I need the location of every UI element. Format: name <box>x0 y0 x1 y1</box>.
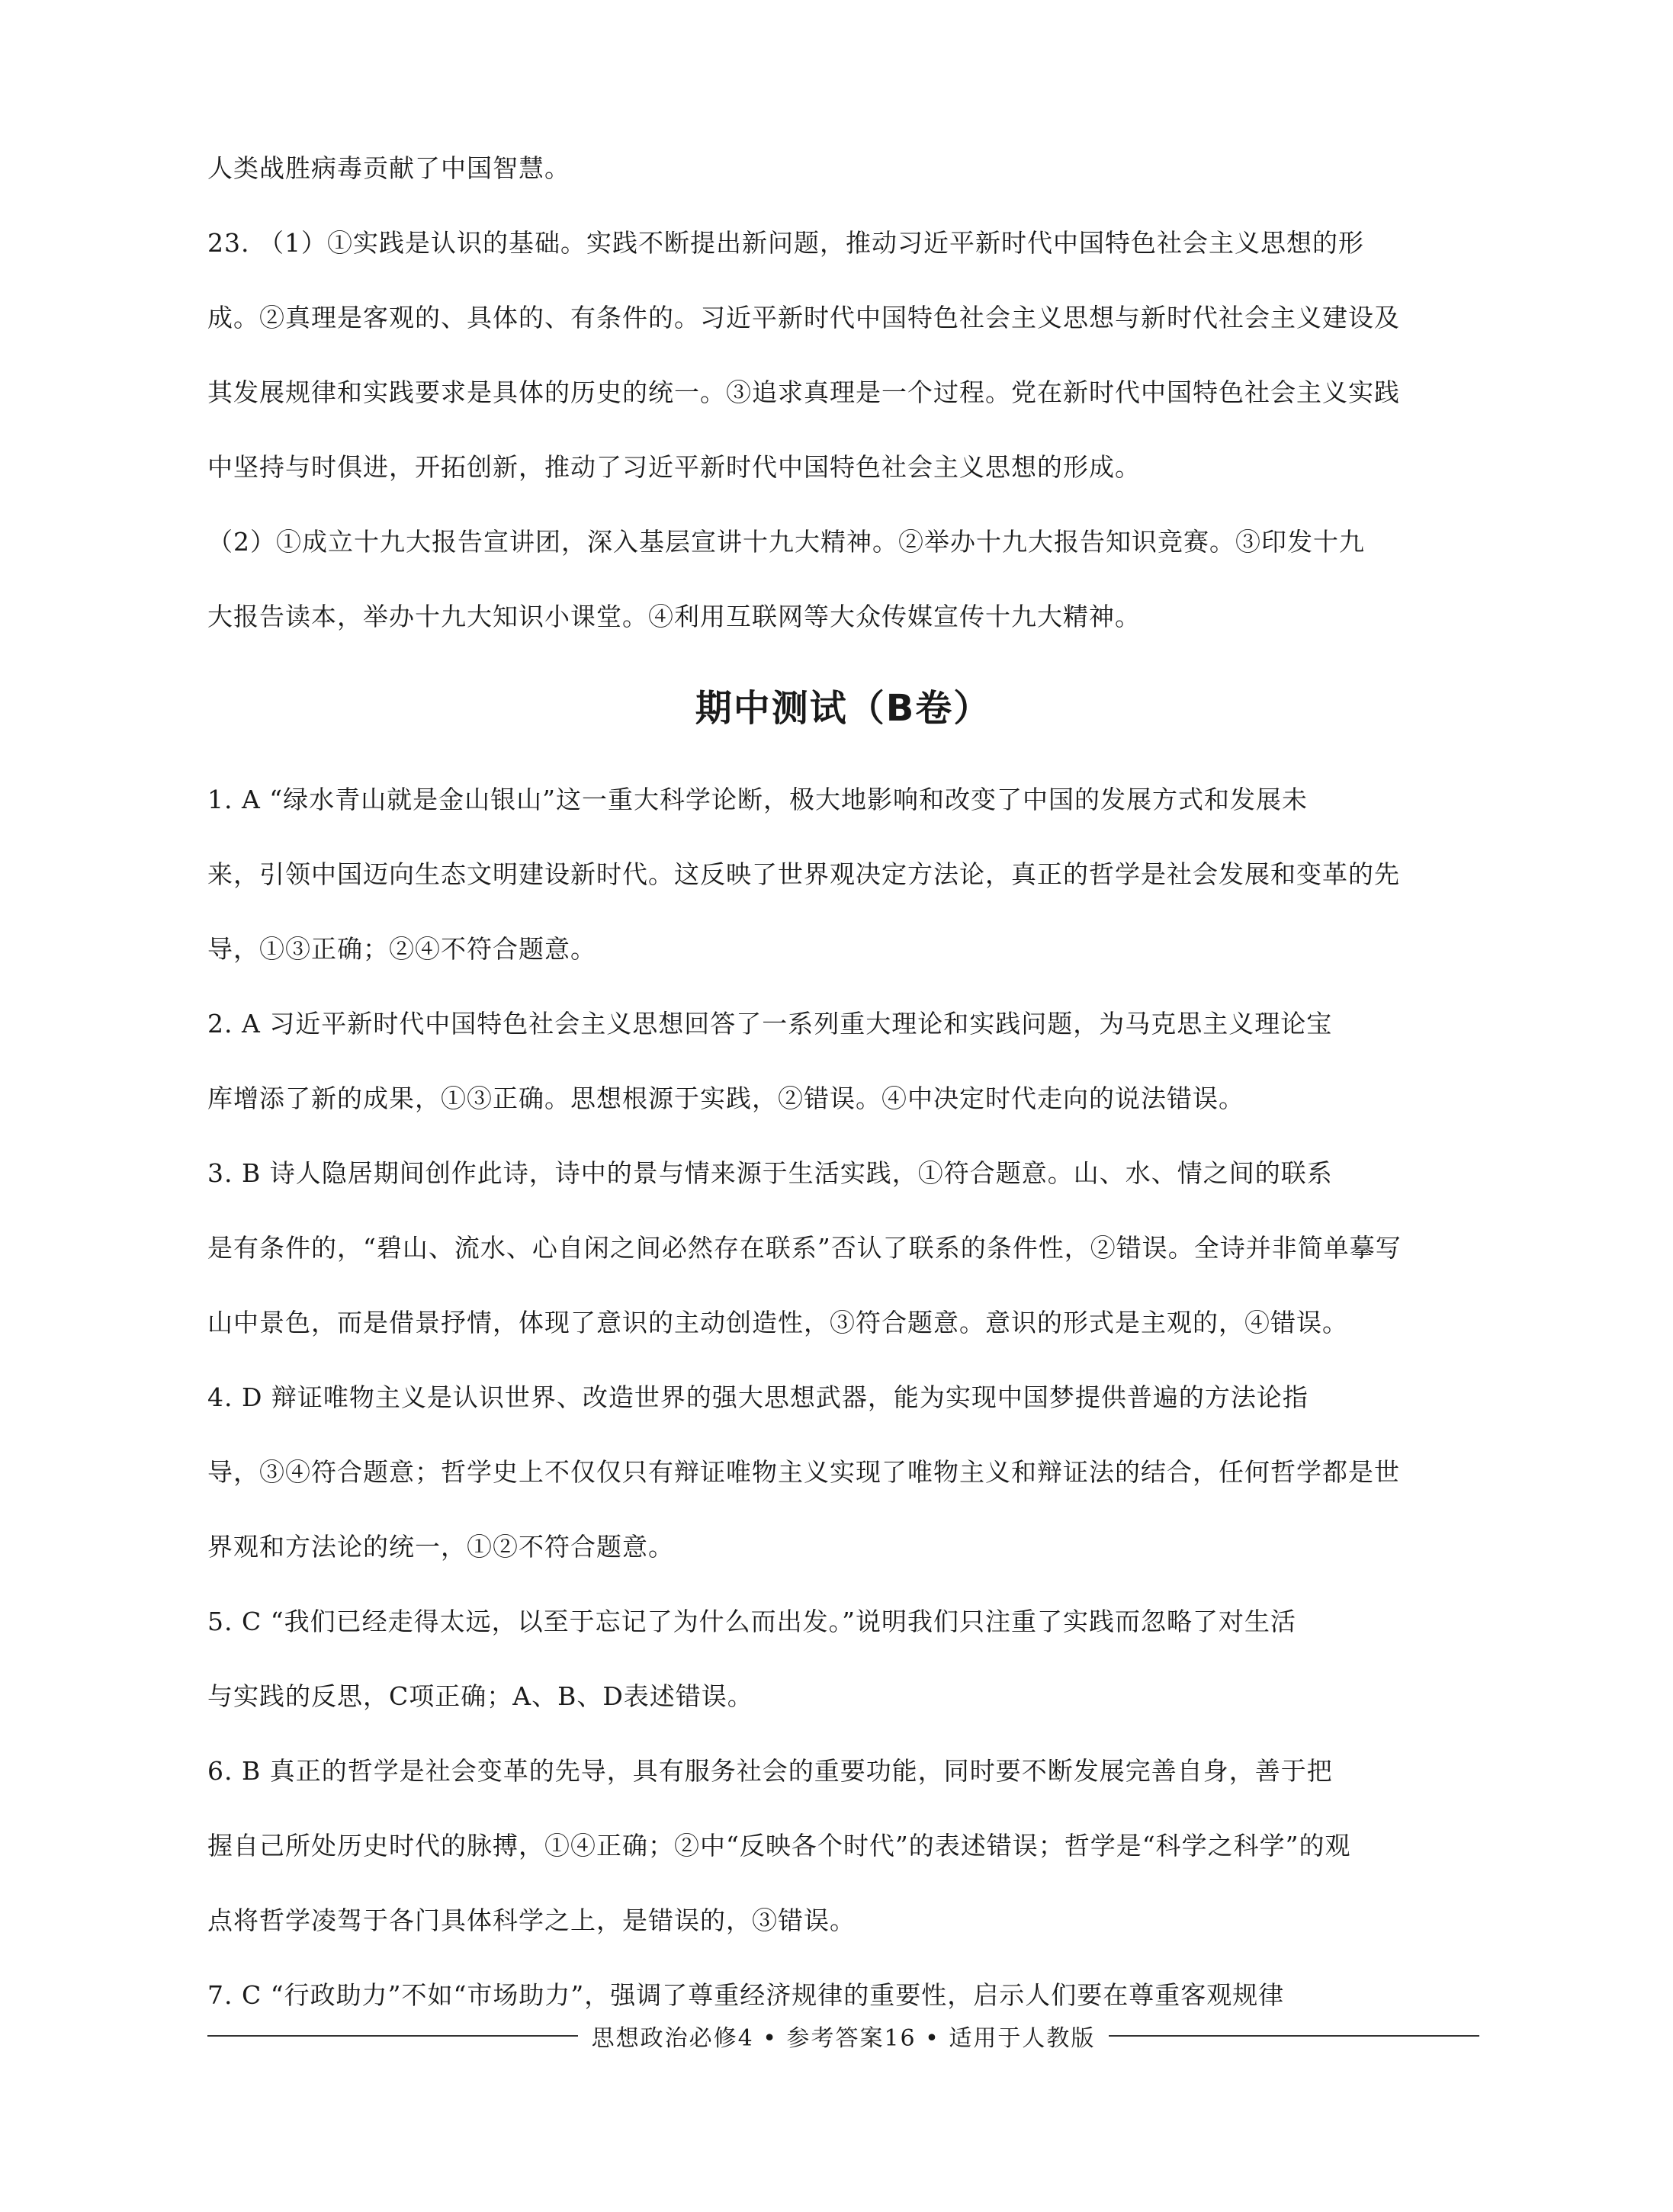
text-line: 7. C “行政助力”不如“市场助力”，强调了尊重经济规律的重要性，启示人们要在尊重客观规律 <box>207 1980 1285 2010</box>
text-line: 山中景色，而是借景抒情，体现了意识的主动创造性，③符合题意。意识的形式是主观的，④错误。 <box>207 1308 1348 1337</box>
text-line: 界观和方法论的统一，①②不符合题意。 <box>207 1532 674 1562</box>
answer-5 <box>207 1584 1479 1734</box>
text-line: 大报告读本，举办十九大知识小课堂。④利用互联网等大众传媒宣传十九大精神。 <box>207 602 1141 631</box>
text-line: 握自己所处历史时代的脉搏，①④正确；②中“反映各个时代”的表述错误；哲学是“科学之科学”的观 <box>207 1831 1351 1860</box>
text-line: 中坚持与时俱进，开拓创新，推动了习近平新时代中国特色社会主义思想的形成。 <box>207 452 1141 482</box>
text-line: 导，③④符合题意；哲学史上不仅仅只有辩证唯物主义实现了唯物主义和辩证法的结合，任何哲学都是世 <box>207 1457 1400 1487</box>
text-line: 23. （1）①实践是认识的基础。实践不断提出新问题，推动习近平新时代中国特色社会主义思想的形 <box>207 228 1364 258</box>
section-title: 期中测试（B卷） <box>695 687 992 730</box>
page-content <box>207 131 1479 2033</box>
text-line: 库增添了新的成果，①③正确。思想根源于实践，②错误。④中决定时代走向的说法错误。 <box>207 1084 1244 1113</box>
answer-2 <box>207 987 1479 1136</box>
text-line: 成。②真理是客观的、具体的、有条件的。习近平新时代中国特色社会主义思想与新时代社会主义建设及 <box>207 303 1400 332</box>
answer-1 <box>207 762 1479 987</box>
text-line: 6. B 真正的哲学是社会变革的先导，具有服务社会的重要功能，同时要不断发展完善自身，善于把 <box>207 1756 1333 1786</box>
text-line: 3. B 诗人隐居期间创作此诗，诗中的景与情来源于生活实践，①符合题意。山、水、情之间的联系 <box>207 1158 1333 1188</box>
text-line: 1. A “绿水青山就是金山银山”这一重大科学论断，极大地影响和改变了中国的发展方式和发展未 <box>207 785 1309 814</box>
question-23-part-2 <box>207 505 1479 654</box>
continuation-paragraph <box>207 131 1479 206</box>
text-line: 点将哲学凌驾于各门具体科学之上，是错误的，③错误。 <box>207 1905 856 1935</box>
text-line: 2. A 习近平新时代中国特色社会主义思想回答了一系列重大理论和实践问题，为马克思主义理论宝 <box>207 1009 1333 1039</box>
text-line: 4. D 辩证唯物主义是认识世界、改造世界的强大思想武器，能为实现中国梦提供普遍的方法论指 <box>207 1382 1309 1412</box>
text-line: 导，①③正确；②④不符合题意。 <box>207 934 596 964</box>
text-line: （2）①成立十九大报告宣讲团，深入基层宣讲十九大精神。②举办十九大报告知识竞赛。③印发十九 <box>207 527 1365 557</box>
footer-rule-left <box>207 2035 578 2037</box>
footer-text: 思想政治必修4 • 参考答案16 • 适用于人教版 <box>591 2025 1096 2052</box>
question-23-part-1 <box>207 206 1479 505</box>
text-line: 其发展规律和实践要求是具体的历史的统一。③追求真理是一个过程。党在新时代中国特色社会主义实践 <box>207 377 1400 407</box>
footer-rule-right <box>1109 2035 1479 2037</box>
text-line: 来，引领中国迈向生态文明建设新时代。这反映了世界观决定方法论，真正的哲学是社会发展和变革的先 <box>207 859 1400 889</box>
text-line: 与实践的反思，C项正确；A、B、D表述错误。 <box>207 1681 753 1711</box>
page-footer <box>207 2019 1479 2053</box>
answer-6 <box>207 1734 1479 1958</box>
text-line: 5. C “我们已经走得太远，以至于忘记了为什么而出发。”说明我们只注重了实践而忽略了对生活 <box>207 1607 1296 1636</box>
text-line: 人类战胜病毒贡献了中国智慧。 <box>207 153 570 183</box>
text-line: 是有条件的，“碧山、流水、心自闲之间必然存在联系”否认了联系的条件性，②错误。全诗并非简单摹写 <box>207 1233 1402 1263</box>
answer-3 <box>207 1136 1479 1360</box>
answer-4 <box>207 1360 1479 1584</box>
